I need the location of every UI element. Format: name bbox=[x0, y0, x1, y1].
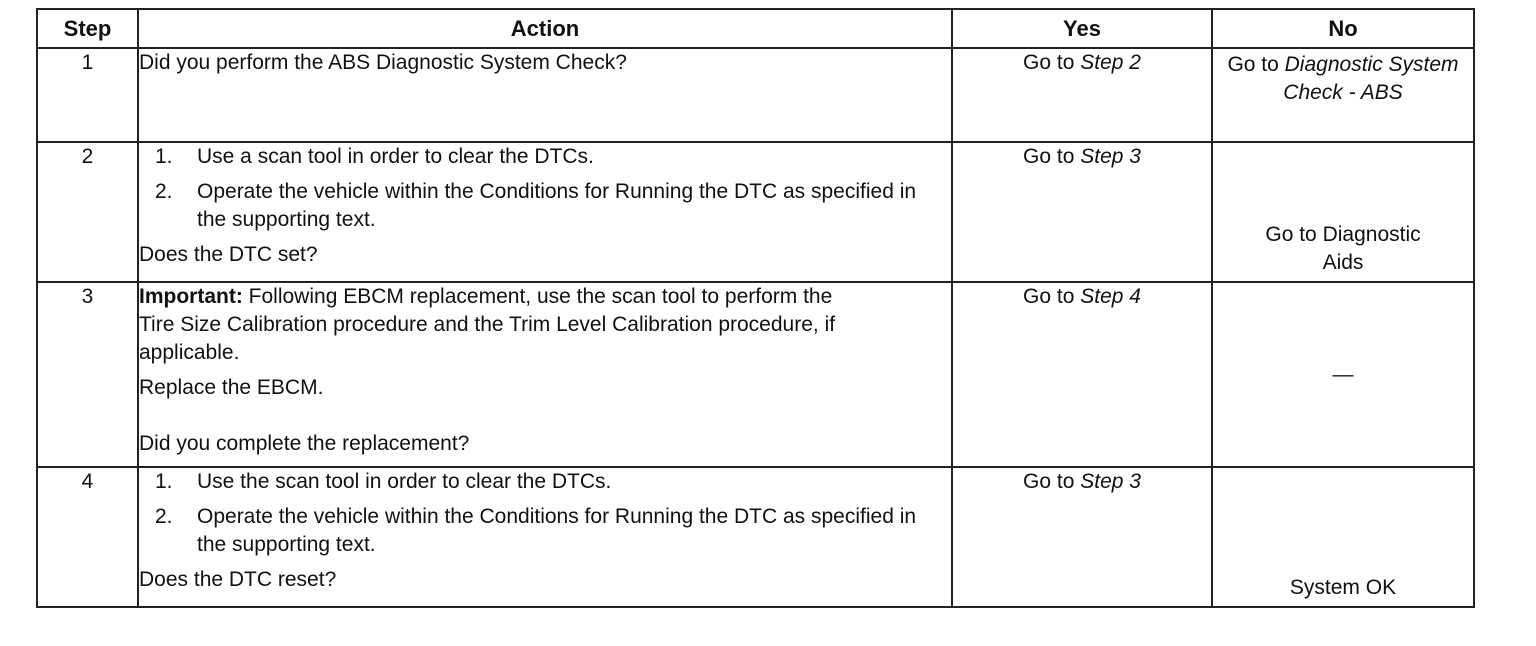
yes-prefix: Go to bbox=[1023, 470, 1081, 493]
action-cell bbox=[138, 467, 952, 607]
no-result: System OK bbox=[1289, 576, 1397, 599]
header-no: No bbox=[1212, 9, 1474, 48]
header-action: Action bbox=[138, 9, 952, 48]
yes-cell bbox=[952, 282, 1212, 467]
header-step: Step bbox=[37, 9, 138, 48]
step-number: 1 bbox=[37, 48, 138, 142]
no-result: — bbox=[1332, 362, 1354, 386]
step-number: 4 bbox=[37, 467, 138, 607]
important-note bbox=[139, 283, 859, 367]
yes-step-link[interactable]: Step 4 bbox=[1080, 285, 1141, 308]
action-steps-list bbox=[139, 143, 951, 234]
table-row-step-3 bbox=[37, 282, 1474, 467]
action-instruction: Replace the EBCM. bbox=[139, 376, 324, 399]
table-row-step-4 bbox=[37, 467, 1474, 607]
no-cell bbox=[1212, 142, 1474, 282]
yes-cell bbox=[952, 142, 1212, 282]
action-cell bbox=[138, 282, 952, 467]
action-question: Did you complete the replacement? bbox=[139, 432, 470, 455]
action-question: Does the DTC set? bbox=[139, 243, 318, 266]
no-result[interactable]: Go to Diagnostic Aids bbox=[1265, 223, 1421, 274]
action-question: Does the DTC reset? bbox=[139, 568, 337, 591]
list-item-number: 1. bbox=[155, 470, 173, 493]
list-item bbox=[155, 178, 951, 234]
list-item bbox=[155, 143, 951, 171]
step-number: 3 bbox=[37, 282, 138, 467]
list-item-text: Operate the vehicle within the Conditions for Running the DTC as specified in the supporting text. bbox=[197, 505, 917, 556]
yes-step-link[interactable]: Step 3 bbox=[1080, 145, 1141, 168]
list-item-number: 2. bbox=[155, 505, 173, 528]
list-item-text: Operate the vehicle within the Conditions for Running the DTC as specified in the supporting text. bbox=[197, 180, 917, 231]
yes-step-link[interactable]: Step 3 bbox=[1080, 470, 1141, 493]
important-label: Important: bbox=[139, 285, 243, 308]
table-row-step-1 bbox=[37, 48, 1474, 142]
list-item-text: Use the scan tool in order to clear the DTCs. bbox=[197, 470, 612, 493]
action-cell bbox=[138, 142, 952, 282]
header-yes: Yes bbox=[952, 9, 1212, 48]
header-row bbox=[37, 9, 1474, 48]
action-steps-list bbox=[139, 468, 951, 559]
yes-prefix: Go to bbox=[1023, 145, 1081, 168]
no-cell bbox=[1212, 48, 1474, 142]
yes-step-link[interactable]: Step 2 bbox=[1080, 51, 1141, 74]
yes-cell bbox=[952, 48, 1212, 142]
no-prefix: Go to bbox=[1227, 53, 1285, 76]
list-item bbox=[155, 468, 951, 496]
list-item-text: Use a scan tool in order to clear the DTCs. bbox=[197, 145, 594, 168]
no-cell bbox=[1212, 467, 1474, 607]
yes-cell bbox=[952, 467, 1212, 607]
list-item bbox=[155, 503, 951, 559]
table-row-step-2 bbox=[37, 142, 1474, 282]
list-item-number: 2. bbox=[155, 180, 173, 203]
important-text: Following EBCM replacement, use the scan tool to perform the Tire Size Calibration procedure and the Trim Level Calibration procedure, if applicable. bbox=[139, 285, 836, 364]
step-number: 2 bbox=[37, 142, 138, 282]
yes-prefix: Go to bbox=[1023, 285, 1081, 308]
action-question: Did you perform the ABS Diagnostic System Check? bbox=[139, 51, 627, 74]
no-cell bbox=[1212, 282, 1474, 467]
no-procedure-link[interactable]: Diagnostic System Check - ABS bbox=[1283, 53, 1459, 104]
action-cell bbox=[138, 48, 952, 142]
list-item-number: 1. bbox=[155, 145, 173, 168]
yes-prefix: Go to bbox=[1023, 51, 1081, 74]
diagnostic-table bbox=[36, 8, 1475, 608]
